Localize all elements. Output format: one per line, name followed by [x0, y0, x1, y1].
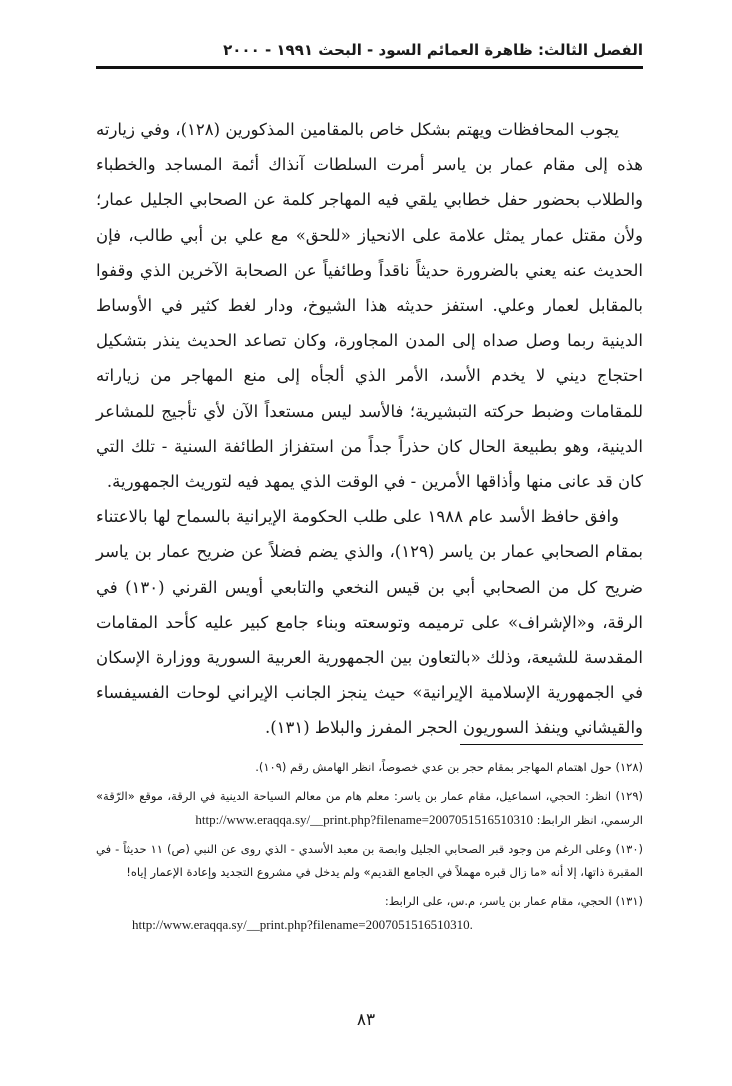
page-number: ٨٣: [356, 1010, 376, 1030]
footnote-128-text: (١٢٨) حول اهتمام المهاجر بمقام حجر بن عدي خصوصاً، انظر الهامش رقم (١٠٩).: [255, 760, 643, 774]
header-rule: [96, 66, 643, 69]
footnote-129: [96, 785, 643, 832]
footnote-131-text: (١٣١) الحجي، مقام عمار بن ياسر، م.س، على الرابط:: [384, 894, 643, 908]
footnote-130: [96, 838, 643, 884]
footnote-129-text: (١٢٩) انظر: الحجي، اسماعيل، مقام عمار بن ياسر: معلم هام من معالم السياحة الدينية في الرقة، موقع «الرّقة» الرسمي، انظر الرابط:: [96, 789, 643, 827]
paragraph-2: وافق حافظ الأسد عام ١٩٨٨ على طلب الحكومة الإيرانية بالسماح لها بالاعتناء بمقام الصحابي عمار بن ياسر (١٢٩)، والذي يضم فضلاً عن ضريح عمار بن ياسر ضريح كل من الصحابي أبي بن قيس النخعي والتابعي أويس القرني (١٣٠) في الرقة، و«الإشراف» على ترميمه وتوسعته وبناء جامع كبير عليه كأحد المقامات المقدسة للشيعة، وذلك «بالتعاون بين الجمهورية العربية السورية ووزارة الإسكان في الجمهورية الإسلامية الإيرانية» حيث ينجز الجانب الإيراني لوحات الفسيفساء والقيشاني وينفذ السوريون الحجر المفرز والبلاط (١٣١).: [96, 507, 643, 738]
paragraph-1: يجوب المحافظات ويهتم بشكل خاص بالمقامين المذكورين (١٢٨)، وفي زيارته هذه إلى مقام عمار بن ياسر أمرت السلطات آنذاك أئمة المساجد والخطباء والطلاب بحضور حفل خطابي يلقي فيه المهاجر كلمة عن الصحابي الجليل عمار؛ ولأن مقتل عمار يمثل علامة على الانحياز «للحق» مع علي بن أبي طالب، فإن الحديث عنه يعني بالضرورة حديثاً ناقداً وطائفياً عن الصحابة الآخرين الذي وقفوا بالمقابل لعمار وعلي. استفز حديثه هذا الشيوخ، ودار لغط كثير في الأوساط الدينية ربما وصل صداه إلى المدن المجاورة، وكان تصاعد الحديث ينذر بتشكيل احتجاج ديني لا يخدم الأسد، الأمر الذي ألجأه إلى منع المهاجر من زياراته للمقامات وضبط حركته التبشيرية؛ فالأسد ليس مستعداً الآن لأي تأجيج للمشاعر الدينية، وهو بطبيعة الحال كان حذراً جداً من استفزاز الطائفة السنية - تلك التي كان قد عانى منها وأذاقها الأمرين - في الوقت الذي يمهد فيه لتوريث الجمهورية.: [96, 120, 643, 492]
footnote-128: [96, 756, 643, 779]
footnotes: [96, 756, 643, 942]
footnote-131-url: http://www.eraqqa.sy/__print.php?filename=2007051516510310.: [132, 917, 473, 932]
footnote-131: [96, 890, 643, 936]
footnote-130-text: (١٣٠) وعلى الرغم من وجود قبر الصحابي الجليل وابصة بن معبد الأسدي - الذي روى عن النبي (ص) ١١ حديثاً - في المقبرة ذاتها، إلا أنه «ما زال قبره مهملاً في الجامع القديم» ولم يدخل في مشروع التجديد وإعادة الإعمار إياه!: [96, 842, 643, 879]
body-text: [96, 112, 643, 746]
footnote-rule: [460, 744, 643, 745]
running-head: الفصل الثالث: ظاهرة العمائم السود - البحث ١٩٩١ - ٢٠٠٠: [223, 41, 643, 59]
footnote-129-url: http://www.eraqqa.sy/__print.php?filename=2007051516510310: [195, 812, 533, 827]
